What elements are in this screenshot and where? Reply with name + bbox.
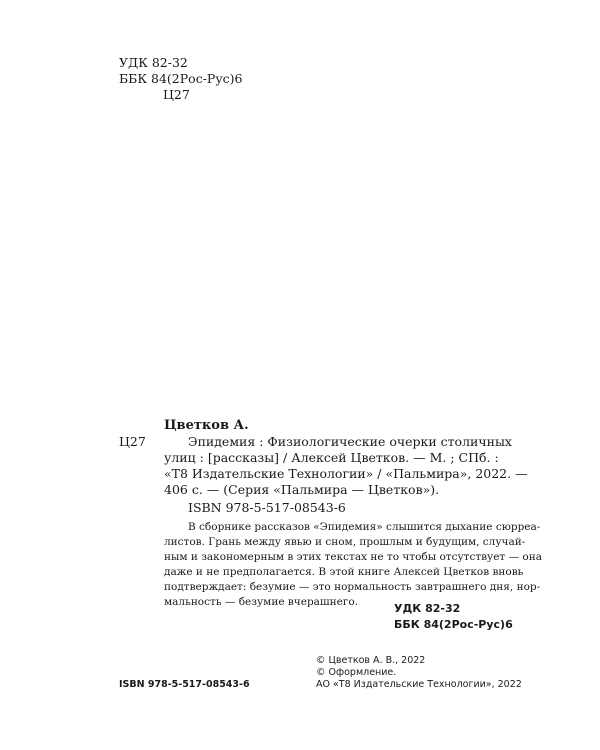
udk-code: УДК 82-32: [119, 55, 188, 70]
bbk-code: ББК 84(2Рос-Рус)6: [119, 71, 243, 86]
author-sign: Ц27: [163, 87, 190, 102]
bottom-isbn: ISBN 978-5-517-08543-6: [119, 679, 250, 690]
card-isbn: ISBN 978-5-517-08543-6: [188, 500, 346, 515]
annotation-line: подтверждает: безумие — это нормальность завтрашнего дня, нор-: [164, 581, 541, 593]
bbk-code-bold: ББК 84(2Рос-Рус)6: [394, 618, 513, 631]
card-author: Цветков А.: [164, 418, 249, 433]
right-classification-codes: [394, 601, 513, 633]
description-line: улиц : [рассказы] / Алексей Цветков. — М. ; СПб. :: [164, 450, 499, 465]
description-line: Эпидемия : Физиологические очерки столичных: [188, 434, 512, 449]
udk-code-bold: УДК 82-32: [394, 602, 461, 615]
card-author-sign: Ц27: [119, 434, 146, 449]
annotation: [164, 520, 542, 610]
card-description: [164, 434, 528, 498]
description-line: 406 с. — (Серия «Пальмира — Цветков»).: [164, 482, 440, 497]
annotation-line: В сборнике рассказов «Эпидемия» слышится дыхание сюрреа-: [188, 521, 541, 533]
copyright-line: © Цветков А. В., 2022: [316, 655, 426, 666]
annotation-line: мальность — безумие вчерашнего.: [164, 596, 359, 608]
copyright-line: © Оформление.: [316, 667, 397, 678]
annotation-line: даже и не предполагается. В этой книге Алексей Цветков вновь: [164, 566, 524, 578]
top-classification-codes: [119, 55, 243, 103]
annotation-line: ным и закономерным в этих текстах не то чтобы отсутствует — она: [164, 551, 542, 563]
copyright-line: АО «Т8 Издательские Технологии», 2022: [316, 679, 522, 690]
description-line: «Т8 Издательские Технологии» / «Пальмира», 2022. —: [164, 466, 528, 481]
annotation-line: листов. Грань между явью и сном, прошлым и будущим, случай-: [164, 536, 526, 548]
copyright-block: [316, 655, 522, 691]
